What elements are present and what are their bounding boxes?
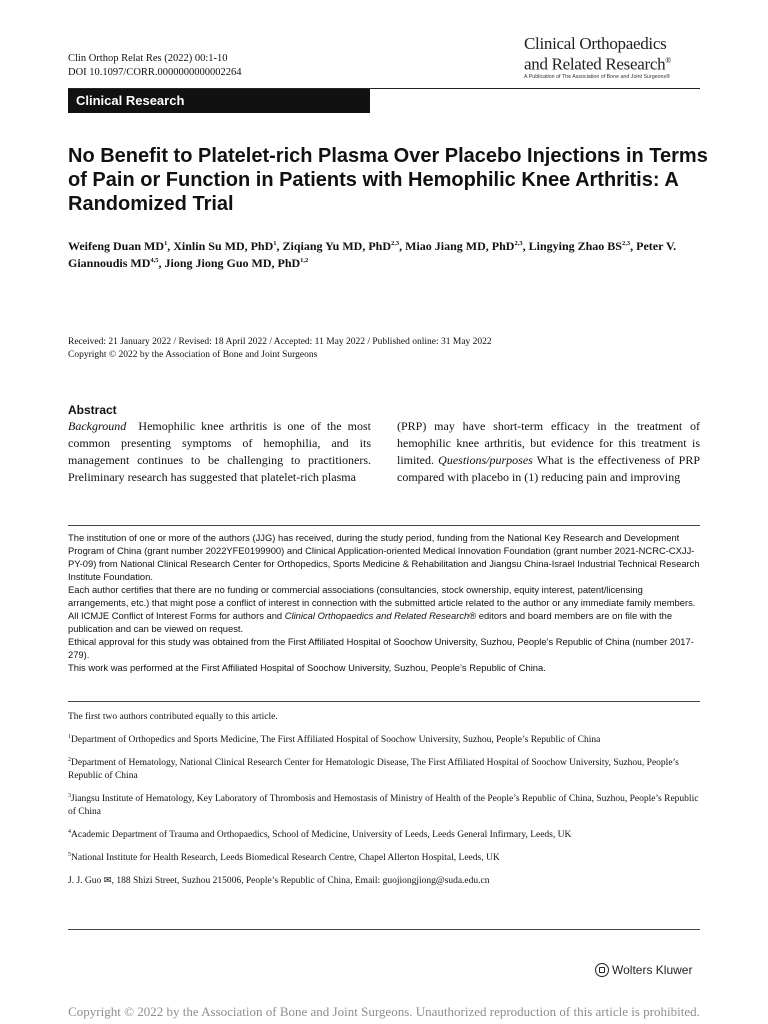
abstract-background-continued: (PRP) may have short-term efficacy in the treatment of hemophilic knee arthritis, but evidence for this treatment is limited. [397,419,700,467]
author-affiliation-ref: 1 [273,240,277,247]
section-band [68,89,370,113]
author-affiliation-ref: 2,3 [391,240,400,247]
affiliation-item [68,829,704,842]
institution-statement: This work was performed at the First Affiliated Hospital of Soochow University, Suzhou, People’s Republic of China. [68,662,546,673]
citation [68,52,242,80]
abstract-questions-label: Questions/purposes [438,453,533,467]
icmje-journal: Clinical Orthopaedics and Related Research [284,610,470,621]
affiliation-item [68,734,704,747]
footnote-rule [68,525,700,526]
author-name: Miao Jiang MD, PhD [405,239,515,253]
citation-journal: Clin Orthop Relat Res (2022) 00:1-10 [68,53,228,64]
correspondence: J. J. Guo ✉, 188 Shizi Street, Suzhou 215006, People’s Republic of China, Email: guojiongjiong@suda.edu.cn [68,876,490,886]
affiliation-number: 3 [68,792,71,799]
article-dates [68,336,708,362]
affiliation-item [68,757,704,783]
author-separator: , [522,239,529,253]
abstract-background-label: Background [68,419,127,433]
author-affiliation-ref: 1 [164,240,168,247]
abstract-heading: Abstract [68,403,117,417]
journal-logo [524,35,704,81]
journal-name-line2-text: and Related Research [524,54,666,74]
affiliation-number: 4 [68,828,71,835]
author-name: Jiong Jiong Guo MD, PhD [164,256,301,270]
author-list [68,238,704,272]
section-label: Clinical Research [76,93,185,108]
author-name: Weifeng Duan MD [68,239,164,253]
author-affiliation-ref: 1,2 [300,257,309,264]
equal-contribution-note: The first two authors contributed equally to this article. [68,712,278,722]
author-separator: , [158,256,165,270]
affiliation-number: 2 [68,756,71,763]
conflict-statement: Each author certifies that there are no funding or commercial associations (consultancies, stock ownership, equity interest, patent/licensing arrangements, etc.) that might pose a conflict of interest in connection with the submitted article related to the author or any immediate family members. [68,584,696,608]
journal-name-line1: Clinical Orthopaedics [524,34,667,53]
abstract-background-text: Hemophilic knee arthritis is one of the most common presenting symptoms of hemophilia, and its management continues to be challenging to practitioners. Preliminary research has suggested that platelet-rich plasma [68,419,371,484]
citation-doi[interactable]: DOI 10.1097/CORR.0000000000002264 [68,67,242,78]
journal-name-line2 [524,52,704,73]
disclosures [68,531,704,674]
affiliations-rule [68,701,700,702]
abstract-questions-text: What is the effectiveness of PRP compared with placebo in (1) reducing pain and improving [397,453,701,484]
article-title: No Benefit to Platelet-rich Plasma Over Placebo Injections in Terms of Pain or Function in Patients with Hemophilic Knee Arthritis: A Randomized Trial [68,145,708,215]
publication-history: Received: 21 January 2022 / Revised: 18 April 2022 / Accepted: 11 May 2022 / Published online: 31 May 2022 [68,337,492,347]
author-name: Xinlin Su MD, PhD [173,239,274,253]
registered-mark: ® [665,56,672,65]
publisher-logo [595,963,692,977]
affiliation-text: Jiangsu Institute of Hematology, Key Laboratory of Thrombosis and Hemostasis of Ministry of Health of the People’s Republic of China, Suzhou, People’s Republic of China [68,794,699,817]
author-separator: , [167,239,174,253]
author-name: Lingying Zhao BS [528,239,622,253]
abstract-column-right [397,418,700,486]
icmje-statement [68,609,704,635]
affiliation-text: Department of Orthopedics and Sports Medicine, The First Affiliated Hospital of Soochow University, Suzhou, People’s Republic of China [71,735,601,745]
footer-copyright: Copyright © 2022 by the Association of Bone and Joint Surgeons. Unauthorized reproduction of this article is prohibited. [68,1004,700,1019]
affiliation-text: Academic Department of Trauma and Orthopaedics, School of Medicine, University of Leeds, Leeds General Infirmary, Leeds, UK [71,830,572,840]
copyright-line: Copyright © 2022 by the Association of Bone and Joint Surgeons [68,350,318,360]
author-separator: , [276,239,283,253]
affiliation-number: 1 [68,733,71,740]
bottom-rule [68,929,700,930]
affiliation-number: 5 [68,851,71,858]
funding-statement: The institution of one or more of the authors (JJG) has received, during the study period, funding from the National Key Research and Development Program of China (grant number 2022YFE0199900) and Clinical Application-oriented Medical Innovation Foundation (grant number 2021-NCRC-CXJJ-PY-09) from National Clinical Research Center for Orthopedics, Sports Medicine & Rehabilitation and Jiangsu China-Israel Industrial Technical Research Institute Foundation. [68,532,700,582]
author-affiliation-ref: 2,3 [621,240,631,247]
publisher-name: Wolters Kluwer [612,963,693,977]
author-separator: , [399,239,406,253]
wolters-kluwer-logo-icon [595,963,609,977]
author-affiliation-ref: 4,5 [150,257,159,264]
journal-tagline: A Publication of The Association of Bone and Joint Surgeons® [524,73,671,80]
affiliation-text: Department of Hematology, National Clinical Research Center for Hematologic Disease, The First Affiliated Hospital of Soochow University, Suzhou, People’s Republic of China [68,758,679,781]
icmje-post: ® editors and board members are on file with the publication and can be viewed on request. [68,610,673,634]
author-separator: , [630,239,637,253]
affiliations [68,711,704,898]
ethics-statement: Ethical approval for this study was obtained from the First Affiliated Hospital of Soochow University, Suzhou, People’s Republic of China (number 2017-279). [68,636,694,660]
author-name: Peter V. Giannoudis MD [68,239,677,270]
icmje-pre: All ICMJE Conflict of Interest Forms for authors and [68,610,285,621]
affiliation-item [68,852,704,865]
abstract-column-left [68,418,371,486]
affiliation-item [68,793,704,819]
affiliation-text: National Institute for Health Research, Leeds Biomedical Research Centre, Chapel Allerton Hospital, Leeds, UK [71,853,500,863]
author-name: Ziqiang Yu MD, PhD [282,239,392,253]
author-affiliation-ref: 2,3 [514,240,523,247]
